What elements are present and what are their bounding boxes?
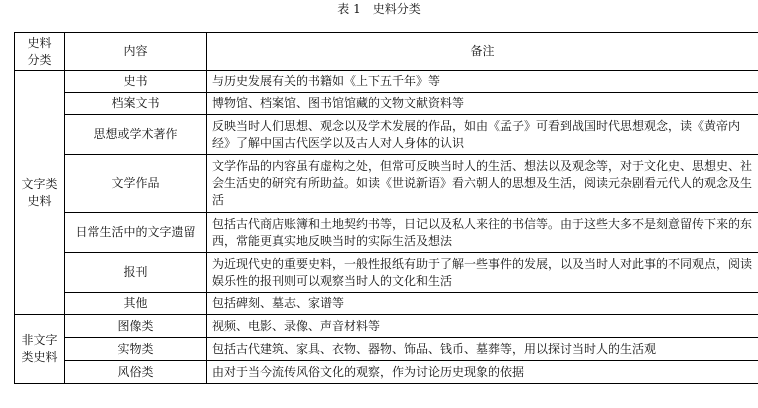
note-cell: 博物馆、档案馆、图书馆馆藏的文物文献资料等 bbox=[207, 93, 758, 115]
content-cell: 风俗类 bbox=[65, 361, 207, 384]
header-row bbox=[15, 33, 758, 71]
header-category bbox=[15, 33, 65, 71]
note-cell: 为近现代史的重要史料，一般性报纸有助于了解一些事件的发展，以及当时人对此事的不同观点，阅读娱乐性的报刊则可以观察当时人的文化和生活 bbox=[207, 253, 758, 293]
note-cell: 与历史发展有关的书籍如《上下五千年》等 bbox=[207, 71, 758, 93]
content-cell: 文学作品 bbox=[65, 155, 207, 213]
content-cell: 日常生活中的文字遗留 bbox=[65, 213, 207, 253]
table-row bbox=[15, 115, 758, 155]
content-cell: 报刊 bbox=[65, 253, 207, 293]
table-row bbox=[15, 93, 758, 115]
note-cell: 文学作品的内容虽有虚构之处，但常可反映当时人的生活、想法以及观念等，对于文化史、思想史、社会生活史的研究有所助益。如读《世说新语》看六朝人的思想及生活，阅读元杂剧看元代人的观念及生活 bbox=[207, 155, 758, 213]
historical-sources-table bbox=[14, 32, 758, 384]
content-cell: 实物类 bbox=[65, 338, 207, 361]
note-cell: 包括碑刻、墓志、家谱等 bbox=[207, 293, 758, 315]
note-cell: 视频、电影、录像、声音材料等 bbox=[207, 315, 758, 338]
table-row bbox=[15, 293, 758, 315]
content-cell: 图像类 bbox=[65, 315, 207, 338]
table-row bbox=[15, 71, 758, 93]
note-cell: 反映当时人们思想、观念以及学术发展的作品，如由《孟子》可看到战国时代思想观念，读《黄帝内经》了解中国古代医学以及古人对人身体的认识 bbox=[207, 115, 758, 155]
table-row bbox=[15, 361, 758, 384]
content-cell: 思想或学术著作 bbox=[65, 115, 207, 155]
table-row bbox=[15, 155, 758, 213]
table-caption: 表 1 史料分类 bbox=[337, 2, 421, 16]
header-note: 备注 bbox=[207, 33, 758, 71]
note-cell: 包括古代商店账簿和土地契约书等，日记以及私人来往的书信等。由于这些大多不是刻意留传下来的东西，常能更真实地反映当时的实际生活及想法 bbox=[207, 213, 758, 253]
category-nontextual-line1: 非文字 bbox=[21, 333, 58, 347]
content-cell: 其他 bbox=[65, 293, 207, 315]
header-content: 内容 bbox=[65, 33, 207, 71]
category-cell-textual bbox=[15, 71, 65, 315]
note-cell: 包括古代建筑、家具、衣物、器物、饰品、钱币、墓葬等，用以探讨当时人的生活观 bbox=[207, 338, 758, 361]
category-textual-line1: 文字类 bbox=[21, 176, 58, 191]
category-cell-nontextual bbox=[15, 315, 65, 384]
table-row bbox=[15, 253, 758, 293]
content-cell: 史书 bbox=[65, 71, 207, 93]
header-category-line2: 分类 bbox=[27, 52, 52, 67]
table-row bbox=[15, 213, 758, 253]
header-category-line1: 史料 bbox=[27, 35, 52, 50]
category-nontextual-line2: 类史料 bbox=[21, 350, 58, 364]
table-row bbox=[15, 338, 758, 361]
content-cell: 档案文书 bbox=[65, 93, 207, 115]
category-textual-line2: 史料 bbox=[27, 193, 52, 208]
table-row bbox=[15, 315, 758, 338]
note-cell: 由对于当今流传风俗文化的观察，作为讨论历史现象的依据 bbox=[207, 361, 758, 384]
